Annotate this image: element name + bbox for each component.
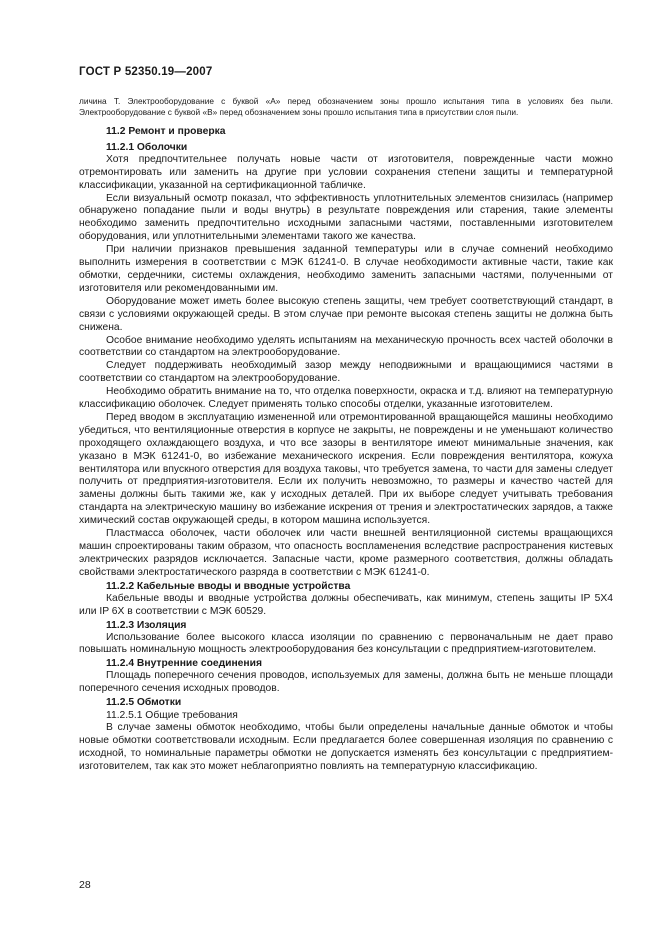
paragraph: Площадь поперечного сечения проводов, используемых для замены, должна быть не меньше площади поперечного сечения исходных проводов. xyxy=(79,670,613,695)
heading-11-2-4: 11.2.4 Внутренние соединения xyxy=(106,658,262,670)
heading-11-2: 11.2 Ремонт и проверка xyxy=(106,125,226,137)
paragraph: При наличии признаков превышения заданной температуры или в случае сомнений необходимо выполнить измерения в соответствии с МЭК 61241-0. В случае необходимости активные части, такие как обмотки, сердечники, системы охлаждения, необходимо заменить запасными частями, полученными от изготовителя или рекомендованными им. xyxy=(79,244,613,294)
paragraph: Необходимо обратить внимание на то, что отделка поверхности, окраска и т.д. влияют на температурную классификацию оболочек. Следует применять только способы отделки, указанные изготовителем. xyxy=(79,386,613,411)
paragraph: Особое внимание необходимо уделять испытаниям на механическую прочность всех частей оболочки в соответствии со стандартом на электрооборудование. xyxy=(79,334,613,359)
paragraph: Хотя предпочтительнее получать новые части от изготовителя, поврежденные части можно отремонтировать или заменить на другие при условии сохранения степени защиты и температурной классификации, указанной на сертификационной табличке. xyxy=(79,153,613,191)
paragraph: Использование более высокого класса изоляции по сравнению с первоначальным не дает право повышать номинальную мощность электрооборудования без консультации с предприятием-изготовителем. xyxy=(79,631,613,656)
note-text: личина Т. Электрооборудование с буквой «А» перед обозначением зоны прошло испытания типа в условиях без пыли. Электрооборудование с буквой «В» перед обозначением зоны прошло испытания типа в присутствии слоя пыли. xyxy=(79,96,613,118)
paragraph: Следует поддерживать необходимый зазор между неподвижными и вращающимися частями в соответствии со стандартом на электрооборудование. xyxy=(79,360,613,385)
paragraph: В случае замены обмоток необходимо, чтобы были определены начальные данные обмоток и чтобы новые обмотки соответствовали исходным. Если предлагается более совершенная изоляция по сравнению с исходной, то номинальные параметры обмотки не допускается изменять без консультации с предприятием-изготовителем, так как это может неблагоприятно повлиять на температурную классификацию. xyxy=(79,722,613,772)
page-number: 28 xyxy=(79,879,91,891)
standard-designation: ГОСТ Р 52350.19—2007 xyxy=(79,66,213,78)
page-content xyxy=(79,96,613,774)
heading-11-2-2: 11.2.2 Кабельные вводы и вводные устройства xyxy=(106,580,351,592)
paragraph: Кабельные вводы и вводные устройства должны обеспечивать, как минимум, степень защиты IP 5X4 или IP 6X в соответствии с МЭК 60529. xyxy=(79,592,613,617)
heading-11-2-5-1: 11.2.5.1 Общие требования xyxy=(106,710,238,722)
heading-11-2-1: 11.2.1 Оболочки xyxy=(106,141,188,153)
paragraph: Оборудование может иметь более высокую степень защиты, чем требует соответствующий стандарт, в связи с условиями окружающей среды. В этом случае при ремонте высокая степень защиты не должна быть снижена. xyxy=(79,295,613,333)
paragraph: Перед вводом в эксплуатацию измененной или отремонтированной вращающейся машины необходимо убедиться, что вентиляционные отверстия в корпусе не закрыты, не повреждены и не уменьшают количество проходящего охлаждающего воздуха, и что все зазоры в вентиляторе имеют минимальные значения, как указано в МЭК 61241-0, во избежание механического искрения. Если повреждения вентилятора, кожуха вентилятора или впускного отверстия для воздуха таковы, что требуется замена, то части для замены следует получить от предприятия-изготовителя. Если их получить невозможно, то размеры и качество частей для замены должны быть такими же, как у исходных деталей. При их выборе следует учитывать требования стандарта на электрическую машину во избежание искрения от трения и электростатических зарядов, а также химический состав окружающей среды, в котором машина используется. xyxy=(79,411,613,527)
heading-11-2-5: 11.2.5 Обмотки xyxy=(106,697,182,709)
heading-11-2-3: 11.2.3 Изоляция xyxy=(106,619,187,631)
paragraph: Пластмасса оболочек, части оболочек или части внешней вентиляционной системы вращающихся машин спроектированы таким образом, что опасность воспламенения вследствие распространения кистевых электрических разрядов исключается. Запасные части, кроме размерного соответствия, должны обладать свойствами электростатического разряда в соответствии с МЭК 61241-0. xyxy=(79,528,613,578)
section-11-2-1-body xyxy=(79,154,613,580)
paragraph: Если визуальный осмотр показал, что эффективность уплотнительных элементов снизилась (например обнаружено попадание пыли и воды внутрь) в результате повреждения или старения, такие элементы необходимо заменить предпочтительно исходными запасными частями, поставленными изготовителем оборудования, или уплотнительными элементами такого же качества. xyxy=(79,192,613,243)
